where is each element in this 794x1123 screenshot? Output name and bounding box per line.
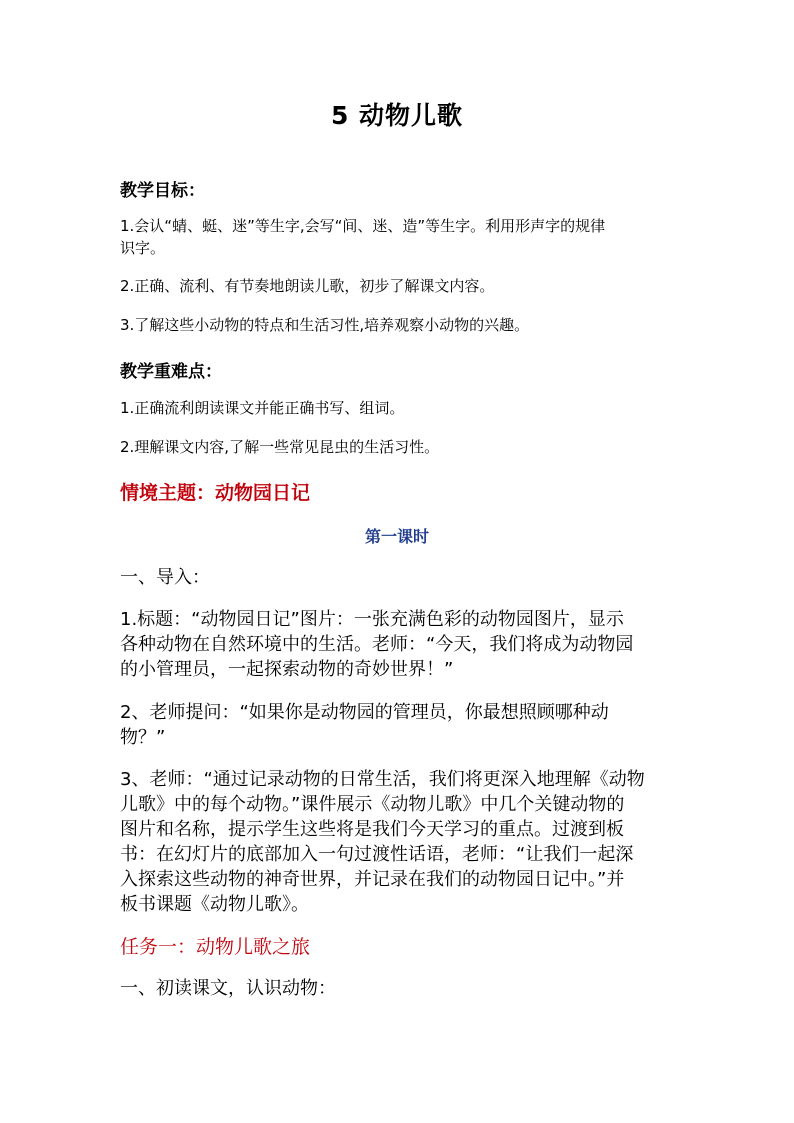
para2-line-1: 2、老师提问：“如果你是动物园的管理员，你最想照顾哪种动 xyxy=(120,702,609,723)
task1-subheading: 一、初读课文，认识动物： xyxy=(120,978,336,999)
para3-line-6: 板书课题《动物儿歌》。 xyxy=(120,894,309,915)
para3-line-5: 入探索这些动物的神奇世界，并记录在我们的动物园日记中。”并 xyxy=(120,869,625,890)
goal-line-4: 3.了解这些小动物的特点和生活习性,培养观察小动物的兴趣。 xyxy=(120,316,530,334)
task1-heading: 任务一：动物儿歌之旅 xyxy=(120,936,311,958)
goal-line-2: 识字。 xyxy=(120,239,166,257)
key-point-1: 1.正确流利朗读课文并能正确书写、组词。 xyxy=(120,399,405,417)
para3-line-4: 书：在幻灯片的底部加入一句过渡性话语，老师：“让我们一起深 xyxy=(120,844,634,865)
para1-line-3: 的小管理员，一起探索动物的奇妙世界！” xyxy=(120,659,454,680)
para2-line-2: 物？” xyxy=(120,727,166,748)
para3-line-1: 3、老师：“通过记录动物的日常生活，我们将更深入地理解《动物 xyxy=(120,769,645,790)
para3-line-2: 儿歌》中的每个动物。”课件展示《动物儿歌》中几个关键动物的 xyxy=(120,794,625,815)
key-point-2: 2.理解课文内容,了解一些常见昆虫的生活习性。 xyxy=(120,438,440,456)
para1-line-2: 各种动物在自然环境中的生活。老师：“今天，我们将成为动物园 xyxy=(120,634,634,655)
goal-line-3: 2.正确、流利、有节奏地朗读儿歌，初步了解课文内容。 xyxy=(120,277,495,295)
intro-heading: 一、导入： xyxy=(120,567,210,588)
lesson-heading: 第一课时 xyxy=(364,527,429,546)
document-title: 5 动物儿歌 xyxy=(330,101,464,130)
para1-line-1: 1.标题：“动物园日记”图片：一张充满色彩的动物园图片，显示 xyxy=(120,609,624,630)
key-points-heading: 教学重难点： xyxy=(120,362,222,382)
theme-heading: 情境主题：动物园日记 xyxy=(120,482,311,504)
goals-heading: 教学目标： xyxy=(120,181,205,201)
goal-line-1: 1.会认“蜻、蜓、迷”等生字,会写“间、迷、造”等生字。利用形声字的规律 xyxy=(120,217,606,235)
para3-line-3: 图片和名称，提示学生这些将是我们今天学习的重点。过渡到板 xyxy=(120,819,624,840)
